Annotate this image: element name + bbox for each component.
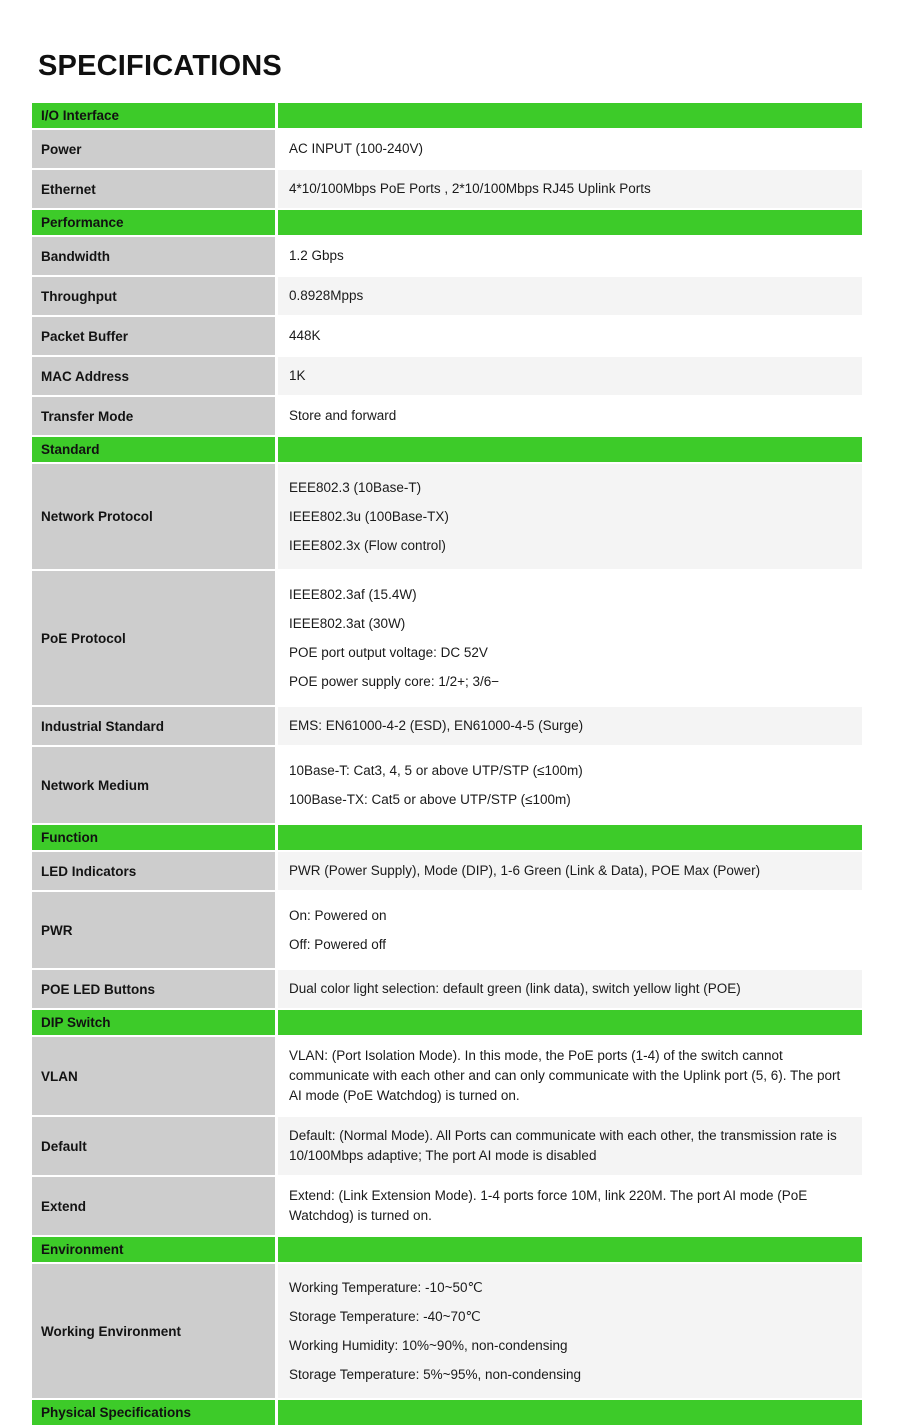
table-row [32, 237, 862, 277]
table-row [32, 357, 862, 397]
row-label: POE LED Buttons [32, 970, 275, 1010]
row-value-line: 0.8928Mpps [289, 288, 364, 303]
row-value-line: 100Base-TX: Cat5 or above UTP/STP (≤100m) [289, 792, 571, 807]
row-value [278, 852, 862, 892]
row-value [278, 707, 862, 747]
row-label: Extend [32, 1177, 275, 1237]
section-header-label: I/O Interface [32, 103, 275, 130]
row-value [278, 317, 862, 357]
table-row [32, 1264, 862, 1400]
row-value-line: IEEE802.3at (30W) [289, 616, 406, 631]
row-value-line: VLAN: (Port Isolation Mode). In this mode, the PoE ports (1-4) of the switch cannot communicate with each other and can only communicate with the Uplink port (5, 6). The port AI mode (PoE Watchdog) is turned on. [289, 1048, 844, 1103]
row-value-line: Storage Temperature: -40~70℃ [289, 1309, 481, 1324]
section-header-row [32, 437, 862, 464]
row-value-line: IEEE802.3u (100Base-TX) [289, 509, 449, 524]
row-value-line: 4*10/100Mbps PoE Ports , 2*10/100Mbps RJ45 Uplink Ports [289, 181, 651, 196]
table-row [32, 1177, 862, 1237]
specifications-table [32, 103, 862, 1427]
row-label: Throughput [32, 277, 275, 317]
table-row [32, 1037, 862, 1117]
row-label: Industrial Standard [32, 707, 275, 747]
table-row [32, 707, 862, 747]
section-header-label: Physical Specifications [32, 1400, 275, 1427]
row-value-line: EEE802.3 (10Base-T) [289, 480, 422, 495]
row-label: Working Environment [32, 1264, 275, 1400]
row-value [278, 892, 862, 970]
section-header-row [32, 825, 862, 852]
row-value [278, 1177, 862, 1237]
section-header-row [32, 1237, 862, 1264]
table-row [32, 1117, 862, 1177]
row-value [278, 237, 862, 277]
row-value-line: AC INPUT (100-240V) [289, 141, 424, 156]
row-value [278, 170, 862, 210]
section-header-filler [278, 210, 862, 237]
row-value-line: PWR (Power Supply), Mode (DIP), 1-6 Green (Link & Data), POE Max (Power) [289, 863, 761, 878]
table-row [32, 317, 862, 357]
row-label: LED Indicators [32, 852, 275, 892]
row-value-line: EMS: EN61000-4-2 (ESD), EN61000-4-5 (Surge) [289, 718, 584, 733]
row-label: MAC Address [32, 357, 275, 397]
row-value [278, 747, 862, 825]
row-value-line: 1.2 Gbps [289, 248, 344, 263]
section-header-filler [278, 1400, 862, 1427]
section-header-filler [278, 825, 862, 852]
row-label: Network Medium [32, 747, 275, 825]
row-value-line: Storage Temperature: 5%~95%, non-condensing [289, 1367, 582, 1382]
section-header-filler [278, 103, 862, 130]
row-label: Default [32, 1117, 275, 1177]
row-value [278, 397, 862, 437]
row-value-line: IEEE802.3x (Flow control) [289, 538, 446, 553]
section-header-row [32, 103, 862, 130]
row-label: Bandwidth [32, 237, 275, 277]
row-label: VLAN [32, 1037, 275, 1117]
row-label: Ethernet [32, 170, 275, 210]
row-label: Network Protocol [32, 464, 275, 571]
row-value-line: On: Powered on [289, 908, 387, 923]
table-row [32, 277, 862, 317]
row-value-line: 10Base-T: Cat3, 4, 5 or above UTP/STP (≤100m) [289, 763, 583, 778]
section-header-filler [278, 1010, 862, 1037]
table-row [32, 747, 862, 825]
row-label: PWR [32, 892, 275, 970]
section-header-row [32, 1010, 862, 1037]
table-row [32, 130, 862, 170]
row-value-line: POE port output voltage: DC 52V [289, 645, 488, 660]
row-value-line: 1K [289, 368, 306, 383]
row-value [278, 571, 862, 707]
row-value-line: POE power supply core: 1/2+; 3/6− [289, 674, 500, 689]
table-row [32, 970, 862, 1010]
row-value-line: 448K [289, 328, 321, 343]
row-value-line: Off: Powered off [289, 937, 387, 952]
row-value-line: Extend: (Link Extension Mode). 1-4 ports force 10M, link 220M. The port AI mode (PoE Watchdog) is turned on. [289, 1188, 812, 1223]
section-header-row [32, 210, 862, 237]
section-header-label: Function [32, 825, 275, 852]
row-label: PoE Protocol [32, 571, 275, 707]
row-value [278, 1117, 862, 1177]
table-row [32, 852, 862, 892]
row-value [278, 1264, 862, 1400]
section-header-label: Environment [32, 1237, 275, 1264]
section-header-label: Performance [32, 210, 275, 237]
table-row [32, 170, 862, 210]
section-header-label: Standard [32, 437, 275, 464]
row-value-line: IEEE802.3af (15.4W) [289, 587, 417, 602]
row-value [278, 970, 862, 1010]
row-value [278, 464, 862, 571]
row-label: Power [32, 130, 275, 170]
section-header-label: DIP Switch [32, 1010, 275, 1037]
row-value-line: Dual color light selection: default green (link data), switch yellow light (POE) [289, 981, 741, 996]
row-value [278, 130, 862, 170]
section-header-row [32, 1400, 862, 1427]
section-header-filler [278, 1237, 862, 1264]
row-value [278, 1037, 862, 1117]
page-title: SPECIFICATIONS [38, 50, 282, 82]
table-row [32, 397, 862, 437]
row-value [278, 277, 862, 317]
table-row [32, 464, 862, 571]
row-value-line: Working Temperature: -10~50℃ [289, 1280, 483, 1295]
section-header-filler [278, 437, 862, 464]
table-row [32, 571, 862, 707]
row-label: Transfer Mode [32, 397, 275, 437]
row-value-line: Default: (Normal Mode). All Ports can communicate with each other, the transmission rate is 10/100Mbps adaptive; The port AI mode is disabled [289, 1128, 841, 1163]
row-value-line: Store and forward [289, 408, 397, 423]
table-row [32, 892, 862, 970]
row-value [278, 357, 862, 397]
row-label: Packet Buffer [32, 317, 275, 357]
row-value-line: Working Humidity: 10%~90%, non-condensing [289, 1338, 568, 1353]
